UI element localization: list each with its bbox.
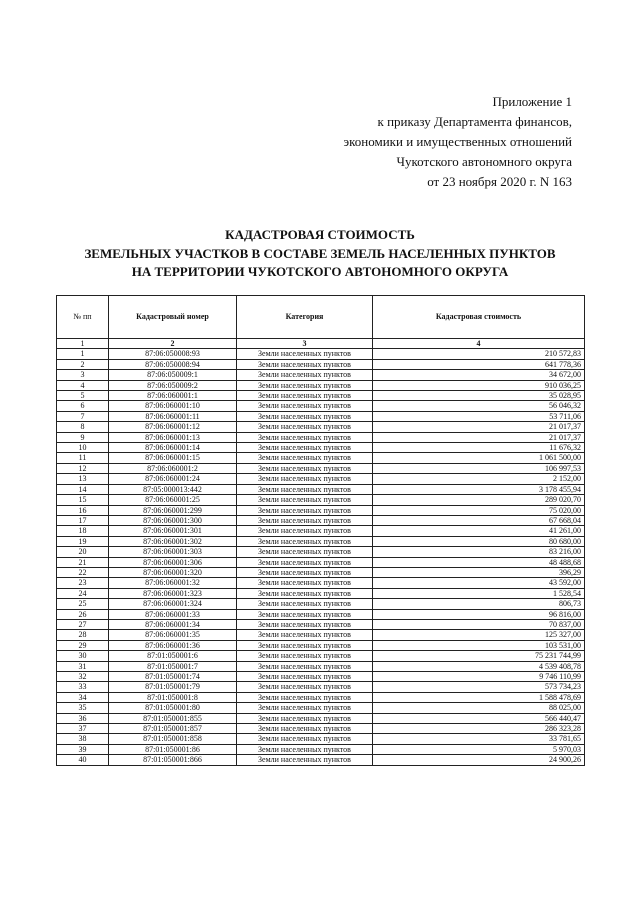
row-index: 39 bbox=[57, 744, 109, 754]
title-line: ЗЕМЕЛЬНЫХ УЧАСТКОВ В СОСТАВЕ ЗЕМЕЛЬ НАСЕЛЕННЫХ ПУНКТОВ bbox=[84, 245, 556, 261]
table-row bbox=[57, 640, 585, 650]
cadastral-value: 641 778,36 bbox=[373, 359, 585, 369]
row-index: 28 bbox=[57, 630, 109, 640]
table-row bbox=[57, 349, 585, 359]
row-index: 11 bbox=[57, 453, 109, 463]
cadastral-number: 87:01:050001:855 bbox=[109, 713, 237, 723]
table-row bbox=[57, 692, 585, 702]
row-index: 8 bbox=[57, 422, 109, 432]
cadastral-number: 87:06:060001:35 bbox=[109, 630, 237, 640]
column-number-row bbox=[57, 339, 585, 349]
category: Земли населенных пунктов bbox=[237, 463, 373, 473]
cadastral-value: 83 216,00 bbox=[373, 547, 585, 557]
cadastral-number: 87:06:060001:32 bbox=[109, 578, 237, 588]
category: Земли населенных пунктов bbox=[237, 692, 373, 702]
cadastral-number: 87:06:060001:34 bbox=[109, 619, 237, 629]
cadastral-value: 396,29 bbox=[373, 567, 585, 577]
appendix-line: от 23 ноября 2020 г. N 163 bbox=[427, 174, 572, 189]
category: Земли населенных пунктов bbox=[237, 567, 373, 577]
cadastral-number: 87:06:060001:303 bbox=[109, 547, 237, 557]
row-index: 33 bbox=[57, 682, 109, 692]
table-row bbox=[57, 557, 585, 567]
category: Земли населенных пунктов bbox=[237, 411, 373, 421]
cadastral-value: 4 539 408,78 bbox=[373, 661, 585, 671]
cadastral-value: 33 781,65 bbox=[373, 734, 585, 744]
row-index: 36 bbox=[57, 713, 109, 723]
table-row bbox=[57, 713, 585, 723]
cadastral-value: 125 327,00 bbox=[373, 630, 585, 640]
category: Земли населенных пунктов bbox=[237, 640, 373, 650]
cadastral-value: 3 178 455,94 bbox=[373, 484, 585, 494]
category: Земли населенных пунктов bbox=[237, 557, 373, 567]
cadastral-value: 48 488,68 bbox=[373, 557, 585, 567]
cadastral-value: 41 261,00 bbox=[373, 526, 585, 536]
table-row bbox=[57, 567, 585, 577]
category: Земли населенных пунктов bbox=[237, 599, 373, 609]
table-row bbox=[57, 526, 585, 536]
title-line: КАДАСТРОВАЯ СТОИМОСТЬ bbox=[225, 227, 415, 242]
cadastral-number: 87:06:060001:11 bbox=[109, 411, 237, 421]
table-body bbox=[57, 349, 585, 765]
cadastral-number: 87:06:050009:2 bbox=[109, 380, 237, 390]
cadastral-number: 87:06:060001:323 bbox=[109, 588, 237, 598]
table-row bbox=[57, 724, 585, 734]
table-row bbox=[57, 401, 585, 411]
row-index: 18 bbox=[57, 526, 109, 536]
category: Земли населенных пунктов bbox=[237, 474, 373, 484]
table-row bbox=[57, 755, 585, 765]
row-index: 12 bbox=[57, 463, 109, 473]
row-index: 6 bbox=[57, 401, 109, 411]
table-row bbox=[57, 744, 585, 754]
row-index: 13 bbox=[57, 474, 109, 484]
cadastral-number: 87:06:060001:14 bbox=[109, 443, 237, 453]
table-row bbox=[57, 547, 585, 557]
table-row bbox=[57, 734, 585, 744]
table-row bbox=[57, 453, 585, 463]
appendix-line: Чукотского автономного округа bbox=[396, 154, 572, 169]
category: Земли населенных пунктов bbox=[237, 401, 373, 411]
column-number: 3 bbox=[237, 339, 373, 349]
cadastral-number: 87:06:060001:300 bbox=[109, 515, 237, 525]
cadastral-number: 87:06:050009:1 bbox=[109, 370, 237, 380]
table-row bbox=[57, 588, 585, 598]
category: Земли населенных пунктов bbox=[237, 578, 373, 588]
category: Земли населенных пунктов bbox=[237, 432, 373, 442]
table-row bbox=[57, 672, 585, 682]
table-row bbox=[57, 630, 585, 640]
cadastral-number: 87:06:060001:306 bbox=[109, 557, 237, 567]
category: Земли населенных пунктов bbox=[237, 661, 373, 671]
cadastral-number: 87:06:060001:2 bbox=[109, 463, 237, 473]
row-index: 17 bbox=[57, 515, 109, 525]
cadastral-value: 573 734,23 bbox=[373, 682, 585, 692]
cadastral-value: 1 588 478,69 bbox=[373, 692, 585, 702]
cadastral-number: 87:01:050001:8 bbox=[109, 692, 237, 702]
cadastral-value: 210 572,83 bbox=[373, 349, 585, 359]
cadastral-number: 87:06:060001:15 bbox=[109, 453, 237, 463]
row-index: 40 bbox=[57, 755, 109, 765]
row-index: 24 bbox=[57, 588, 109, 598]
row-index: 9 bbox=[57, 432, 109, 442]
category: Земли населенных пунктов bbox=[237, 370, 373, 380]
row-index: 29 bbox=[57, 640, 109, 650]
category: Земли населенных пунктов bbox=[237, 755, 373, 765]
cadastral-number: 87:01:050001:866 bbox=[109, 755, 237, 765]
cadastral-number: 87:06:060001:301 bbox=[109, 526, 237, 536]
category: Земли населенных пунктов bbox=[237, 713, 373, 723]
cadastral-value: 24 900,26 bbox=[373, 755, 585, 765]
cadastral-number: 87:06:060001:24 bbox=[109, 474, 237, 484]
cadastral-value: 103 531,00 bbox=[373, 640, 585, 650]
cadastral-number: 87:01:050001:857 bbox=[109, 724, 237, 734]
category: Земли населенных пунктов bbox=[237, 515, 373, 525]
header-cadastral-number: Кадастровый номер bbox=[109, 296, 237, 339]
category: Земли населенных пунктов bbox=[237, 724, 373, 734]
cadastral-value: 70 837,00 bbox=[373, 619, 585, 629]
table-row bbox=[57, 463, 585, 473]
table-row bbox=[57, 380, 585, 390]
cadastral-number: 87:01:050001:7 bbox=[109, 661, 237, 671]
cadastral-number: 87:01:050001:74 bbox=[109, 672, 237, 682]
cadastral-value: 21 017,37 bbox=[373, 432, 585, 442]
category: Земли населенных пунктов bbox=[237, 588, 373, 598]
table-row bbox=[57, 370, 585, 380]
row-index: 27 bbox=[57, 619, 109, 629]
header-cadastral-value: Кадастровая стоимость bbox=[373, 296, 585, 339]
row-index: 3 bbox=[57, 370, 109, 380]
category: Земли населенных пунктов bbox=[237, 359, 373, 369]
category: Земли населенных пунктов bbox=[237, 495, 373, 505]
category: Земли населенных пунктов bbox=[237, 391, 373, 401]
category: Земли населенных пунктов bbox=[237, 651, 373, 661]
table-row bbox=[57, 484, 585, 494]
table-row bbox=[57, 422, 585, 432]
category: Земли населенных пунктов bbox=[237, 349, 373, 359]
row-index: 26 bbox=[57, 609, 109, 619]
title-line: НА ТЕРРИТОРИИ ЧУКОТСКОГО АВТОНОМНОГО ОКРУГА bbox=[131, 264, 509, 279]
cadastral-value: 1 528,54 bbox=[373, 588, 585, 598]
cadastral-value: 289 020,70 bbox=[373, 495, 585, 505]
row-index: 30 bbox=[57, 651, 109, 661]
cadastral-number: 87:06:060001:320 bbox=[109, 567, 237, 577]
cadastral-value: 80 680,00 bbox=[373, 536, 585, 546]
table-row bbox=[57, 578, 585, 588]
category: Земли населенных пунктов bbox=[237, 734, 373, 744]
row-index: 19 bbox=[57, 536, 109, 546]
cadastral-number: 87:06:060001:299 bbox=[109, 505, 237, 515]
category: Земли населенных пунктов bbox=[237, 619, 373, 629]
cadastral-number: 87:05:000013:442 bbox=[109, 484, 237, 494]
cadastral-value: 67 668,04 bbox=[373, 515, 585, 525]
table-row bbox=[57, 515, 585, 525]
cadastral-number: 87:06:060001:25 bbox=[109, 495, 237, 505]
table-row bbox=[57, 495, 585, 505]
cadastral-value: 56 046,32 bbox=[373, 401, 585, 411]
appendix-line: Приложение 1 bbox=[492, 94, 572, 109]
row-index: 10 bbox=[57, 443, 109, 453]
row-index: 15 bbox=[57, 495, 109, 505]
row-index: 1 bbox=[57, 349, 109, 359]
cadastral-value: 11 676,32 bbox=[373, 443, 585, 453]
row-index: 37 bbox=[57, 724, 109, 734]
row-index: 4 bbox=[57, 380, 109, 390]
cadastral-value: 21 017,37 bbox=[373, 422, 585, 432]
appendix-header bbox=[344, 92, 572, 192]
row-index: 7 bbox=[57, 411, 109, 421]
column-number: 4 bbox=[373, 339, 585, 349]
document-title bbox=[0, 226, 640, 282]
cadastral-number: 87:06:060001:302 bbox=[109, 536, 237, 546]
appendix-line: экономики и имущественных отношений bbox=[343, 134, 572, 149]
row-index: 34 bbox=[57, 692, 109, 702]
cadastral-number: 87:01:050001:79 bbox=[109, 682, 237, 692]
cadastral-value: 2 152,00 bbox=[373, 474, 585, 484]
cadastral-value: 35 028,95 bbox=[373, 391, 585, 401]
cadastral-value: 1 061 500,00 bbox=[373, 453, 585, 463]
row-index: 14 bbox=[57, 484, 109, 494]
header-index: № пп bbox=[57, 296, 109, 339]
cadastral-number: 87:06:050008:94 bbox=[109, 359, 237, 369]
row-index: 22 bbox=[57, 567, 109, 577]
cadastral-number: 87:06:060001:36 bbox=[109, 640, 237, 650]
table-row bbox=[57, 703, 585, 713]
category: Земли населенных пунктов bbox=[237, 547, 373, 557]
cadastral-number: 87:06:060001:1 bbox=[109, 391, 237, 401]
category: Земли населенных пунктов bbox=[237, 443, 373, 453]
category: Земли населенных пунктов bbox=[237, 703, 373, 713]
table-row bbox=[57, 619, 585, 629]
category: Земли населенных пунктов bbox=[237, 505, 373, 515]
category: Земли населенных пунктов bbox=[237, 422, 373, 432]
category: Земли населенных пунктов bbox=[237, 744, 373, 754]
cadastral-value: 43 592,00 bbox=[373, 578, 585, 588]
table-row bbox=[57, 505, 585, 515]
cadastral-value: 9 746 110,99 bbox=[373, 672, 585, 682]
cadastral-number: 87:06:050008:93 bbox=[109, 349, 237, 359]
category: Земли населенных пунктов bbox=[237, 609, 373, 619]
cadastral-number: 87:06:060001:10 bbox=[109, 401, 237, 411]
cadastral-value: 53 711,06 bbox=[373, 411, 585, 421]
cadastral-value: 806,73 bbox=[373, 599, 585, 609]
table-row bbox=[57, 661, 585, 671]
row-index: 38 bbox=[57, 734, 109, 744]
table-row bbox=[57, 443, 585, 453]
category: Земли населенных пунктов bbox=[237, 536, 373, 546]
category: Земли населенных пунктов bbox=[237, 630, 373, 640]
row-index: 2 bbox=[57, 359, 109, 369]
cadastral-number: 87:06:060001:324 bbox=[109, 599, 237, 609]
cadastral-value: 566 440,47 bbox=[373, 713, 585, 723]
table-row bbox=[57, 474, 585, 484]
cadastral-number: 87:01:050001:858 bbox=[109, 734, 237, 744]
column-number: 2 bbox=[109, 339, 237, 349]
row-index: 23 bbox=[57, 578, 109, 588]
cadastral-value: 106 997,53 bbox=[373, 463, 585, 473]
table-row bbox=[57, 411, 585, 421]
table-row bbox=[57, 599, 585, 609]
table-row bbox=[57, 536, 585, 546]
table-row bbox=[57, 391, 585, 401]
category: Земли населенных пунктов bbox=[237, 672, 373, 682]
cadastral-table bbox=[56, 295, 585, 766]
cadastral-number: 87:01:050001:80 bbox=[109, 703, 237, 713]
row-index: 21 bbox=[57, 557, 109, 567]
cadastral-number: 87:01:050001:6 bbox=[109, 651, 237, 661]
table-row bbox=[57, 432, 585, 442]
category: Земли населенных пунктов bbox=[237, 682, 373, 692]
row-index: 32 bbox=[57, 672, 109, 682]
cadastral-value: 75 231 744,99 bbox=[373, 651, 585, 661]
category: Земли населенных пунктов bbox=[237, 526, 373, 536]
column-number: 1 bbox=[57, 339, 109, 349]
row-index: 25 bbox=[57, 599, 109, 609]
cadastral-value: 34 672,00 bbox=[373, 370, 585, 380]
row-index: 35 bbox=[57, 703, 109, 713]
cadastral-number: 87:01:050001:86 bbox=[109, 744, 237, 754]
category: Земли населенных пунктов bbox=[237, 453, 373, 463]
cadastral-value: 88 025,00 bbox=[373, 703, 585, 713]
table-header-row bbox=[57, 296, 585, 339]
cadastral-value: 286 323,28 bbox=[373, 724, 585, 734]
table-row bbox=[57, 359, 585, 369]
cadastral-number: 87:06:060001:12 bbox=[109, 422, 237, 432]
row-index: 5 bbox=[57, 391, 109, 401]
cadastral-value: 96 816,00 bbox=[373, 609, 585, 619]
category: Земли населенных пунктов bbox=[237, 380, 373, 390]
appendix-line: к приказу Департамента финансов, bbox=[377, 114, 572, 129]
table-row bbox=[57, 651, 585, 661]
table-row bbox=[57, 682, 585, 692]
cadastral-number: 87:06:060001:33 bbox=[109, 609, 237, 619]
cadastral-value: 5 970,03 bbox=[373, 744, 585, 754]
category: Земли населенных пунктов bbox=[237, 484, 373, 494]
row-index: 20 bbox=[57, 547, 109, 557]
row-index: 31 bbox=[57, 661, 109, 671]
cadastral-value: 910 036,25 bbox=[373, 380, 585, 390]
cadastral-value: 75 020,00 bbox=[373, 505, 585, 515]
row-index: 16 bbox=[57, 505, 109, 515]
header-category: Категория bbox=[237, 296, 373, 339]
table-row bbox=[57, 609, 585, 619]
cadastral-number: 87:06:060001:13 bbox=[109, 432, 237, 442]
